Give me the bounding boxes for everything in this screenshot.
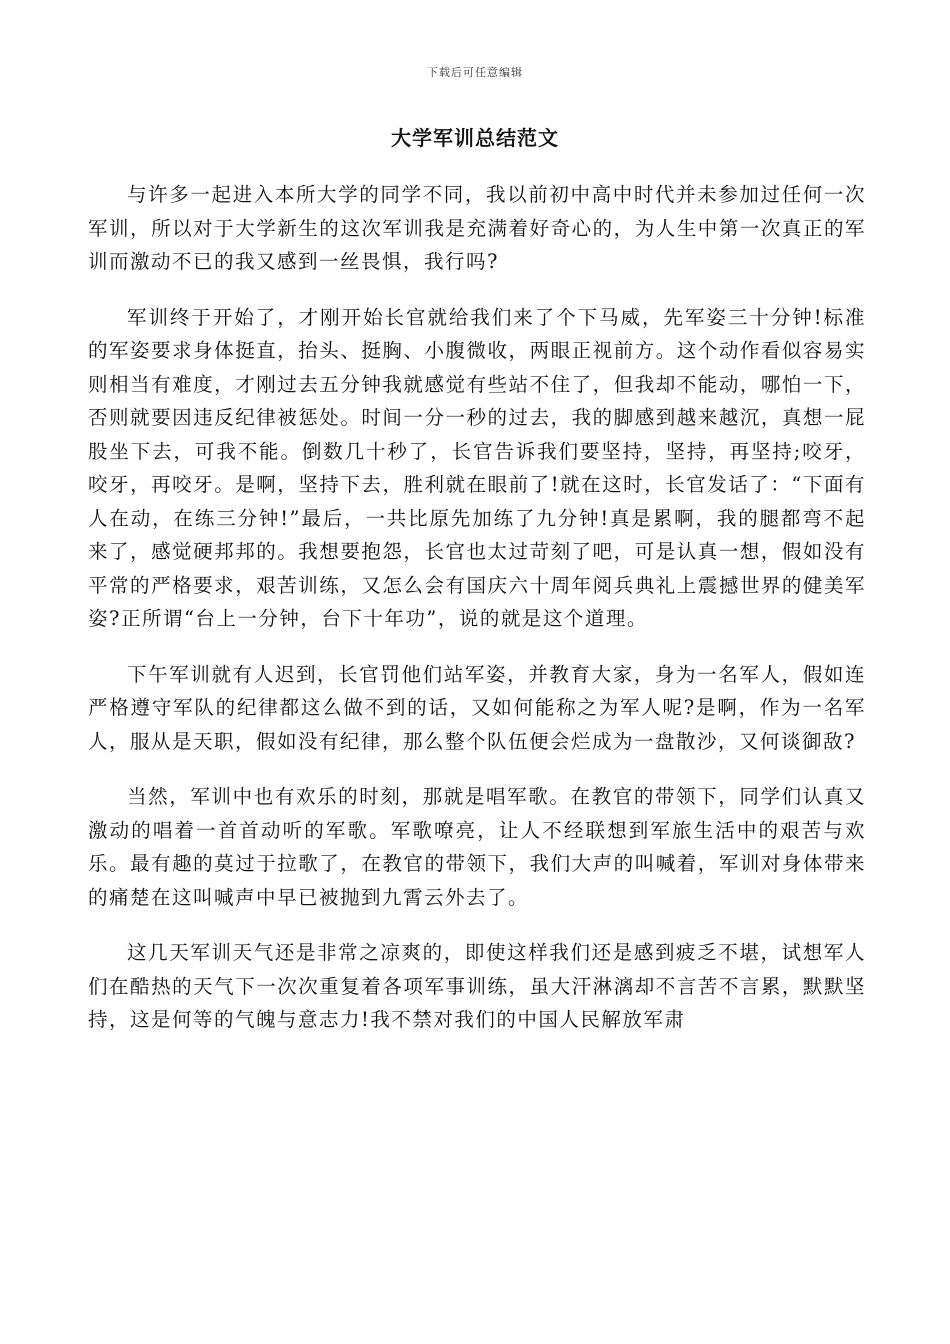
paragraph-2: 军训终于开始了，才刚开始长官就给我们来了个下马威，先军姿三十分钟!标准的军姿要求身体挺直，抬头、挺胸、小腹微收，两眼正视前方。这个动作看似容易实则相当有难度，才刚过去五分钟我就感觉有些站不住了，但我却不能动，哪怕一下，否则就要因违反纪律被惩处。时间一分一秒的过去，我的脚感到越来越沉，真想一屁股坐下去，可我不能。倒数几十秒了，长官告诉我们要坚持，坚持，再坚持;咬牙，咬牙，再咬牙。是啊，坚持下去，胜利就在眼前了!就在这时，长官发话了：“下面有人在动，在练三分钟!”最后，一共比原先加练了九分钟!真是累啊，我的腿都弯不起来了，感觉硬邦邦的。我想要抱怨，长官也太过苛刻了吧，可是认真一想，假如没有平常的严格要求，艰苦训练，又怎么会有国庆六十周年阅兵典礼上震撼世界的健美军姿?正所谓“台上一分钟，台下十年功”，说的就是这个道理。	[88, 305, 866, 630]
paragraph-5: 这几天军训天气还是非常之凉爽的，即使这样我们还是感到疲乏不堪，试想军人们在酷热的天气下一次次重复着各项军事训练，虽大汗淋漓却不言苦不言累，默默坚持，这是何等的气魄与意志力!我不禁对我们的中国人民解放军肃	[88, 941, 866, 1031]
paragraph-4: 当然，军训中也有欢乐的时刻，那就是唱军歌。在教官的带领下，同学们认真又激动的唱着一首首动听的军歌。军歌嘹亮，让人不经联想到军旅生活中的艰苦与欢乐。最有趣的莫过于拉歌了，在教官的带领下，我们大声的叫喊着，军训对身体带来的痛楚在这叫喊声中早已被抛到九霄云外去了。	[88, 785, 866, 909]
header-note: 下载后可任意编辑	[427, 66, 523, 79]
document-body	[88, 178, 866, 1059]
paragraph-3: 下午军训就有人迟到，长官罚他们站军姿，并教育大家，身为一名军人，假如连严格遵守军队的纪律都这么做不到的话，又如何能称之为军人呢?是啊，作为一名军人，服从是天职，假如没有纪律，那么整个队伍便会烂成为一盘散沙，又何谈御敌?	[88, 662, 866, 753]
paragraph-1: 与许多一起进入本所大学的同学不同，我以前初中高中时代并未参加过任何一次军训，所以对于大学新生的这次军训我是充满着好奇心的，为人生中第一次真正的军训而激动不已的我又感到一丝畏惧，我行吗?	[88, 183, 866, 273]
document-title: 大学军训总结范文	[391, 126, 559, 150]
